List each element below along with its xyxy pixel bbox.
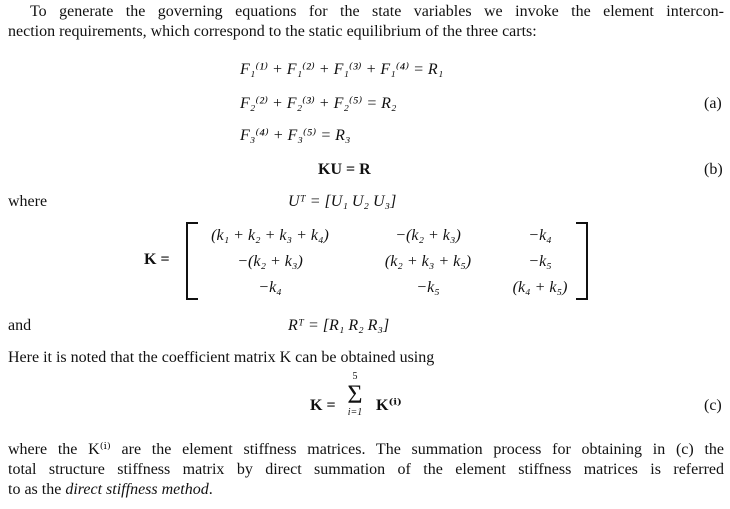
matrix-cell-2-3: −k₅: [528, 253, 552, 270]
equation-r-transpose: Rᵀ = [R₁ R₂ R₃]: [288, 317, 390, 334]
closing-line-2: total structure stiffness matrix by direct summation of the element stiffness matrices is referred: [8, 461, 724, 478]
and-label: and: [8, 317, 32, 334]
where-label: where: [8, 193, 48, 210]
matrix-cell-3-3: (k₄ + k₅): [512, 279, 568, 296]
sigma-glyph: Σ: [347, 380, 363, 409]
equation-cart-1: F₁⁽¹⁾ + F₁⁽²⁾ + F₁⁽³⁾ + F₁⁽⁴⁾ = R₁: [240, 61, 444, 78]
equation-label-c: (c): [704, 397, 722, 414]
equation-cart-2: F₂⁽²⁾ + F₂⁽³⁾ + F₂⁽⁵⁾ = R₂: [240, 95, 397, 112]
closing-line-3-suffix: .: [208, 481, 213, 498]
equation-ku-r: KU = R: [318, 161, 371, 178]
intro-line-2: nection requirements, which correspond to the static equilibrium of the three carts:: [8, 23, 537, 40]
matrix-cell-2-1: −(k₂ + k₃): [237, 253, 303, 270]
equation-cart-3: F₃⁽⁴⁾ + F₃⁽⁵⁾ = R₃: [240, 127, 351, 144]
equation-label-a: (a): [704, 95, 722, 112]
matrix-left-bracket: [186, 222, 198, 300]
sum-upper-limit: 5: [352, 371, 358, 382]
intro-line-1: To generate the governing equations for the state variables we invoke the element intercon-: [30, 3, 724, 20]
equation-sum-term: K⁽ⁱ⁾: [376, 397, 402, 414]
closing-line-3-prefix: to as the: [8, 481, 66, 498]
matrix-cell-1-2: −(k₂ + k₃): [395, 227, 461, 244]
matrix-k-label: K =: [144, 251, 170, 268]
matrix-cell-1-1: (k₁ + k₂ + k₃ + k₄): [211, 227, 329, 244]
equation-sum-lhs: K =: [310, 397, 336, 414]
closing-line-3: [8, 480, 724, 500]
closing-paragraph: [8, 440, 724, 500]
matrix-right-bracket: [576, 222, 588, 300]
matrix-cell-3-1: −k₄: [258, 279, 282, 296]
matrix-cell-2-2: (k₂ + k₃ + k₅): [384, 253, 472, 270]
matrix-cell-3-2: −k₅: [416, 279, 440, 296]
direct-stiffness-term: direct stiffness method: [65, 481, 209, 498]
equation-label-b: (b): [704, 161, 723, 178]
note-line: Here it is noted that the coefficient matrix K can be obtained using: [8, 349, 435, 366]
intro-paragraph: [8, 2, 724, 42]
summation-symbol: [340, 372, 370, 418]
closing-line-1: where the K⁽ⁱ⁾ are the element stiffness matrices. The summation process for obtaining in (c) the: [8, 441, 724, 458]
equation-u-transpose: Uᵀ = [U₁ U₂ U₃]: [288, 193, 397, 210]
sum-lower-limit: i=1: [347, 407, 363, 418]
matrix-cell-1-3: −k₄: [528, 227, 552, 244]
